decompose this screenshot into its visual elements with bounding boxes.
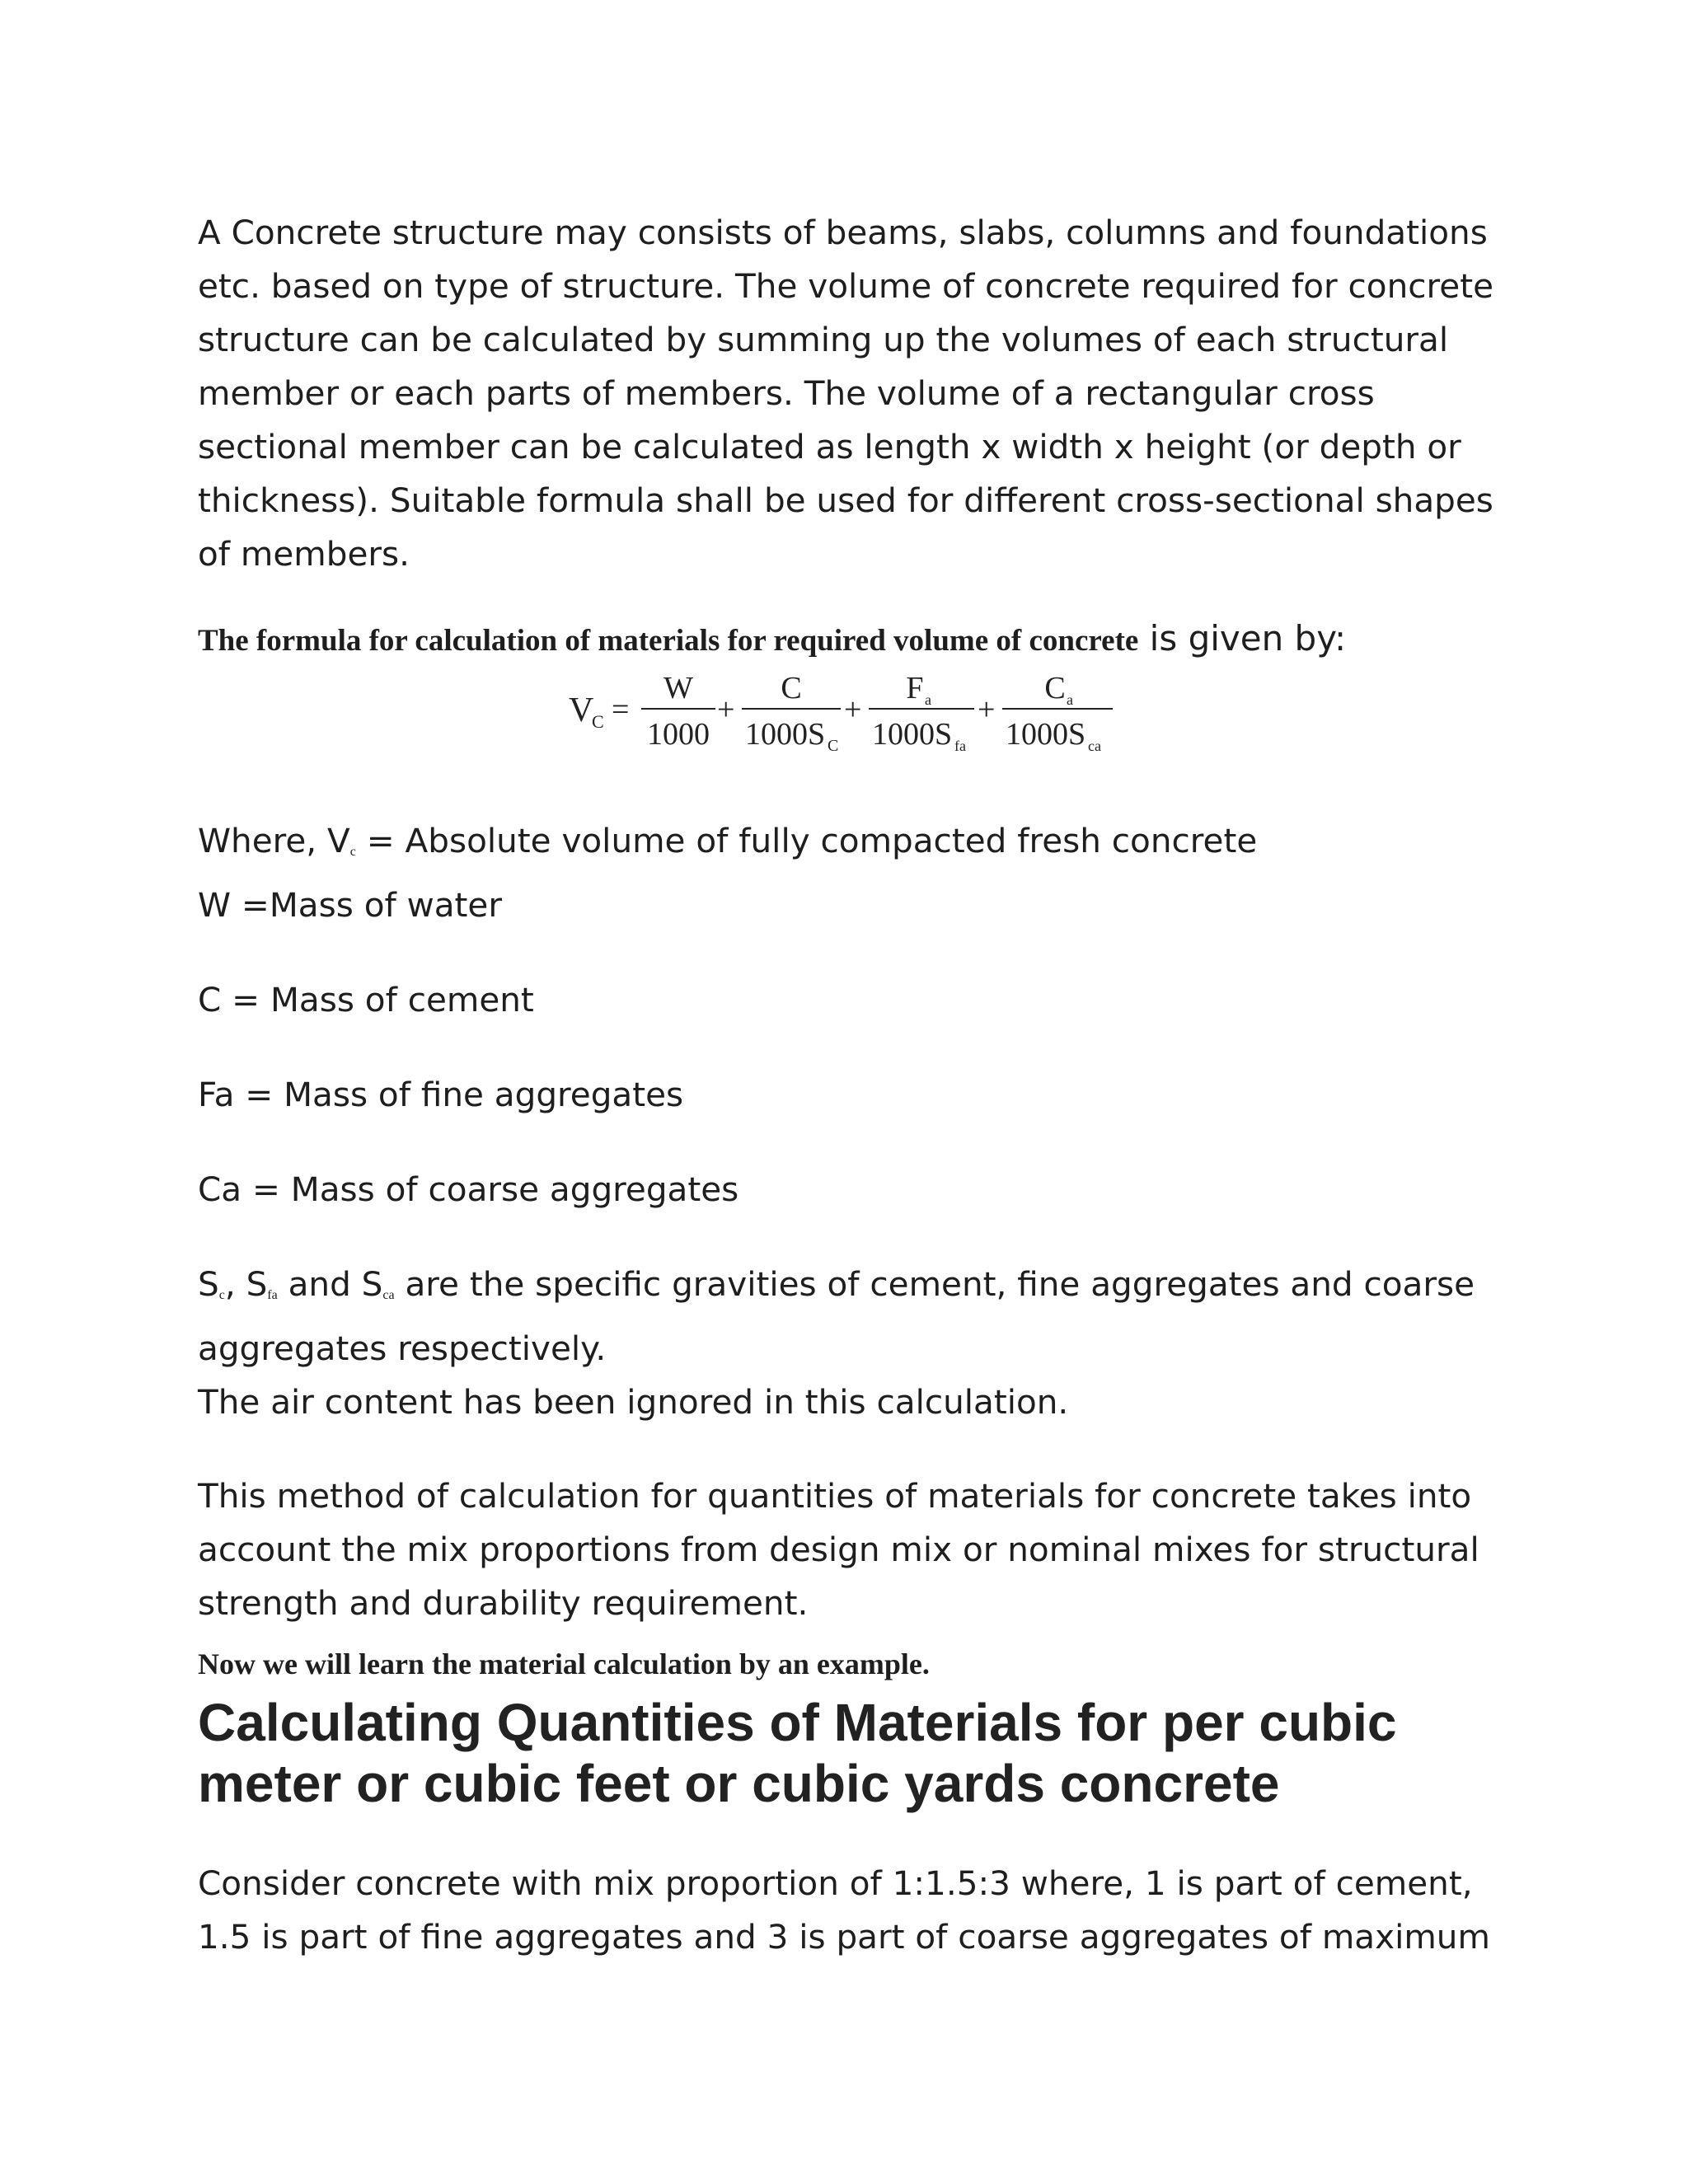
formula-lhs: V [569, 691, 594, 729]
formula-term3-num: F [906, 671, 924, 705]
def-specific-gravities [198, 1258, 1500, 1376]
formula-plus-1: + [717, 692, 735, 727]
def-vc-rest: = Absolute volume of fully compacted fresh concrete [355, 821, 1258, 860]
formula-term4-num: C [1044, 671, 1066, 705]
method-paragraph: This method of calculation for quantities of materials for concrete takes into account the mix proportions from design mix or nominal mixes for structural strength and durability requirement. [198, 1476, 1479, 1623]
def-s-sub-fa: fa [267, 1288, 278, 1302]
formula-term3-den-sub: fa [954, 738, 966, 754]
def-s-sub-ca: ca [382, 1288, 395, 1302]
consider-paragraph: Consider concrete with mix proportion of 1:1.5:3 where, 1 is part of cement, 1.5 is part of fine aggregates and 3 is part of coarse aggregates of maximum [198, 1863, 1490, 1957]
formula-plus-3: + [978, 692, 996, 727]
formula-intro [198, 618, 1346, 658]
concrete-volume-formula [569, 663, 1311, 754]
section-heading: Calculating Quantities of Materials for per cubic meter or cubic feet or cubic yards concrete [198, 1693, 1397, 1813]
intro-paragraph: A Concrete structure may consists of beams, slabs, columns and foundations etc. based on type of structure. The volume of concrete required for concrete structure can be calculated by summing up the volumes of each structural member or each parts of members. The volume of a rectangular cross sectional member can be calculated as length x width x height (or depth or thickness). Suitable formula shall be used for different cross-sectional shapes of members. [198, 213, 1493, 574]
def-vc [198, 814, 1500, 879]
formula-term1-num: W [663, 671, 693, 705]
example-intro: Now we will learn the material calculation by an example. [198, 1647, 930, 1680]
formula-intro-bold: The formula for calculation of materials for required volume of concrete [198, 624, 1139, 658]
formula-intro-rest: is given by: [1138, 618, 1347, 658]
def-s-rest: are the specific gravities of cement, fine aggregates and coarse aggregates respectively. [198, 1264, 1475, 1368]
formula-term1-den: 1000 [647, 717, 710, 752]
def-s-and: and S [277, 1264, 383, 1304]
formula-term4-num-sub: a [1067, 691, 1073, 708]
def-s-prefix: S [198, 1264, 219, 1304]
air-content-note: The air content has been ignored in this calculation. [198, 1382, 1069, 1422]
variable-definitions [198, 814, 1500, 1429]
formula-term3-num-sub: a [925, 691, 931, 708]
def-s-sub-c: c [218, 1288, 225, 1302]
formula-term4-den: 1000S [1006, 717, 1086, 752]
def-ca: Ca = Mass of coarse aggregates [198, 1169, 739, 1209]
def-vc-sub: c [349, 845, 356, 859]
formula-term4-den-sub: ca [1088, 738, 1101, 754]
def-vc-prefix: Where, V [198, 821, 350, 860]
def-c: C = Mass of cement [198, 980, 534, 1019]
formula-lhs-sub: C [592, 711, 604, 732]
def-fa: Fa = Mass of fine aggregates [198, 1075, 684, 1114]
def-w: W =Mass of water [198, 885, 502, 925]
formula-term2-den-sub: C [828, 737, 839, 754]
formula-term2-den: 1000S [745, 717, 826, 752]
formula-equals: = [612, 692, 630, 727]
formula-plus-2: + [844, 692, 862, 727]
formula-term2-num: C [781, 671, 802, 705]
def-s-sep: , S [224, 1264, 268, 1304]
formula-term3-den: 1000S [872, 717, 953, 752]
